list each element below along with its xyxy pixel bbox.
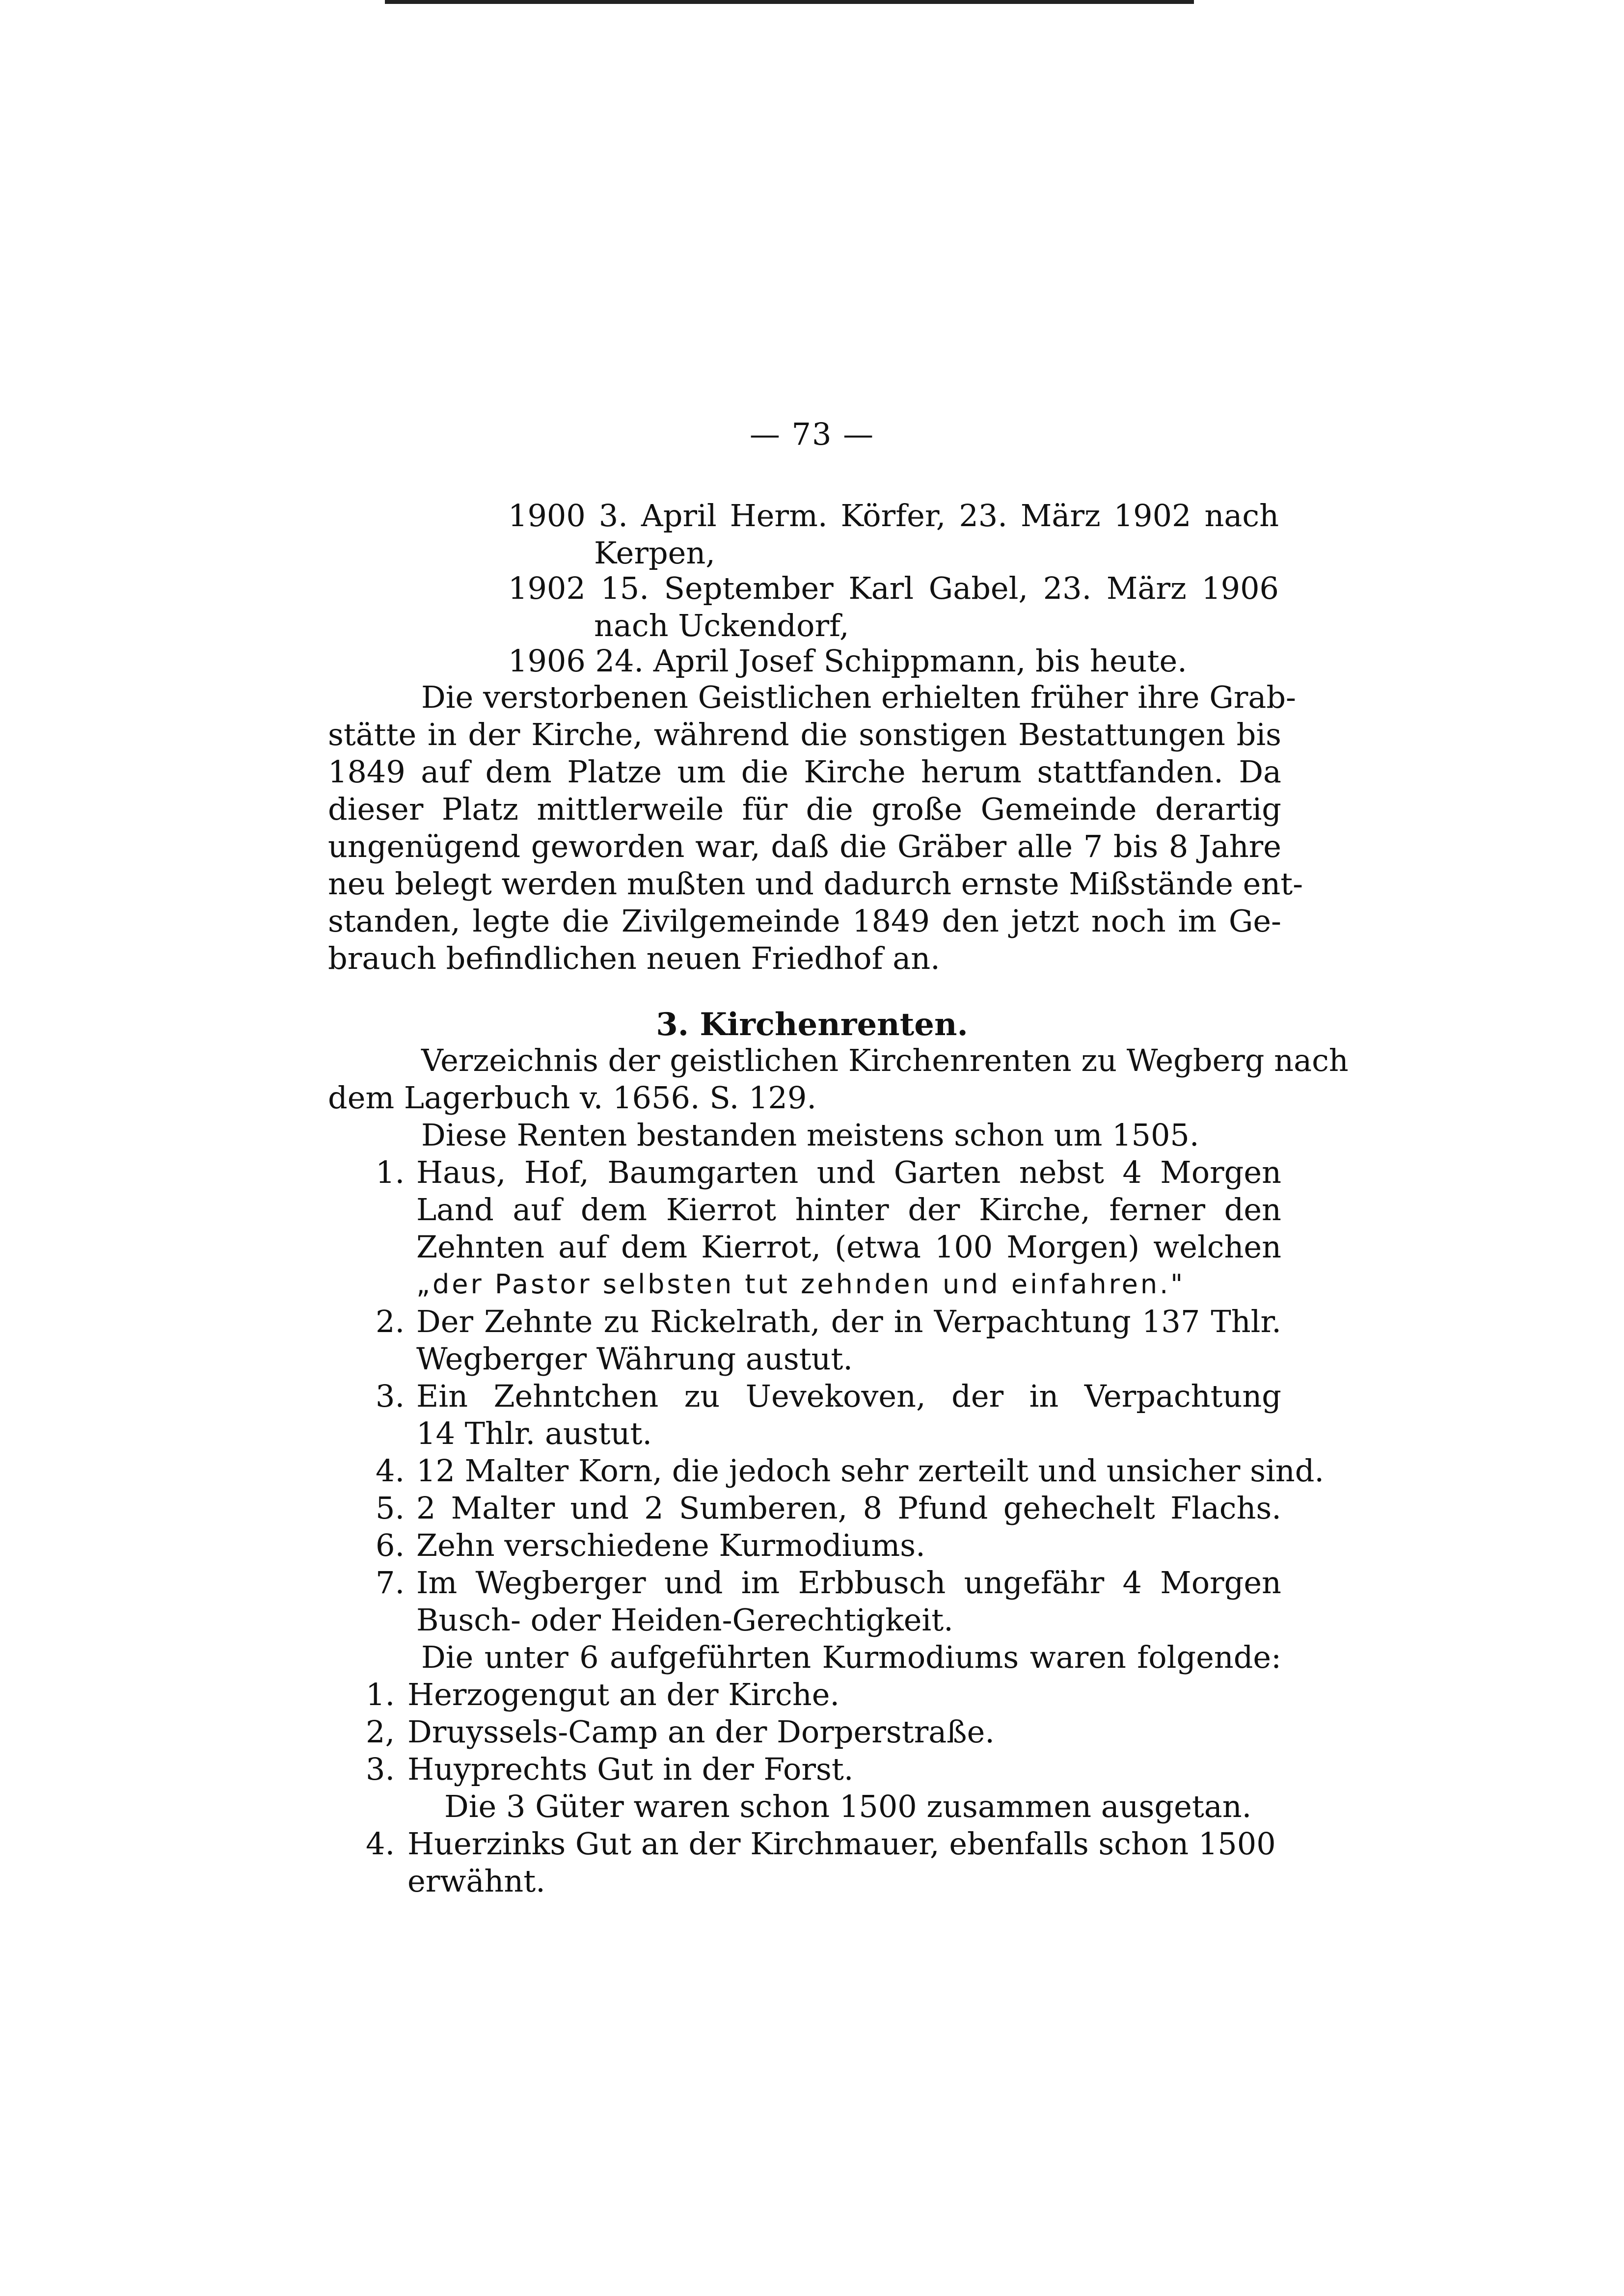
paragraph-line: neu belegt werden mußten und dadurch ernste Mißstände ent-	[328, 866, 1303, 902]
kurmodium-line: Huyprechts Gut in der Forst.	[407, 1751, 854, 1787]
item-line: Haus, Hof, Baumgarten und Garten nebst 4 Morgen	[416, 1154, 1281, 1190]
clergy-line: Kerpen,	[594, 535, 716, 571]
clergy-line: 1900 3. April Herm. Körfer, 23. März 1902 nach	[508, 498, 1279, 534]
paragraph-line: brauch befindlichen neuen Friedhof an.	[328, 940, 940, 976]
paragraph-line: ungenügend geworden war, daß die Gräber alle 7 bis 8 Jahre	[328, 828, 1281, 864]
item-number: 7.	[376, 1565, 405, 1601]
item-line: Wegberger Währung austut.	[416, 1341, 853, 1377]
item-line: Busch- oder Heiden-Gerechtigkeit.	[416, 1602, 953, 1638]
item-number: 4.	[376, 1453, 405, 1489]
paragraph-line: 1849 auf dem Platze um die Kirche herum stattfanden. Da	[328, 754, 1281, 790]
kurmodium-number: 4.	[366, 1826, 395, 1862]
item-line: Zehnten auf dem Kierrot, (etwa 100 Morgen) welchen	[416, 1229, 1281, 1265]
kurmodium-number: 2,	[366, 1714, 395, 1750]
item-number: 1.	[376, 1154, 405, 1190]
item-line: 12 Malter Korn, die jedoch sehr zerteilt und unsicher sind.	[416, 1453, 1325, 1489]
item-number: 2.	[376, 1304, 405, 1339]
clergy-line: 1902 15. September Karl Gabel, 23. März 1906	[508, 570, 1279, 606]
item-line: Zehn verschiedene Kurmodiums.	[416, 1527, 925, 1563]
kurmodiums-intro: Die unter 6 aufgeführten Kurmodiums waren folgende:	[421, 1639, 1281, 1675]
kurmodium-number: 1.	[366, 1677, 395, 1712]
section-heading: 3. Kirchenrenten.	[656, 1006, 968, 1043]
paragraph-line: Die verstorbenen Geistlichen erhielten früher ihre Grab-	[421, 679, 1296, 715]
intro-line: Verzeichnis der geistlichen Kirchenrenten zu Wegberg nach	[421, 1042, 1349, 1078]
clergy-line: nach Uckendorf,	[594, 608, 849, 643]
paragraph-line: standen, legte die Zivilgemeinde 1849 den jetzt noch im Ge-	[328, 903, 1281, 939]
item-line: Der Zehnte zu Rickelrath, der in Verpachtung 137 Thlr.	[416, 1304, 1281, 1339]
kurmodium-line: Druyssels-Camp an der Dorperstraße.	[407, 1714, 995, 1750]
item-line: 2 Malter und 2 Sumberen, 8 Pfund gehechelt Flachs.	[416, 1490, 1281, 1526]
paragraph-line: stätte in der Kirche, während die sonstigen Bestattungen bis	[328, 717, 1281, 752]
kurmodium-line: Herzogengut an der Kirche.	[407, 1677, 840, 1712]
item-line: Ein Zehntchen zu Uevekoven, der in Verpachtung	[416, 1378, 1281, 1414]
intro-line: Diese Renten bestanden meistens schon um 1505.	[421, 1117, 1199, 1153]
page-number: — 73 —	[749, 416, 875, 452]
item-number: 5.	[376, 1490, 405, 1526]
item-number: 3.	[376, 1378, 405, 1414]
kurmodium-line: Die 3 Güter waren schon 1500 zusammen ausgetan.	[444, 1789, 1252, 1824]
kurmodium-line: Huerzinks Gut an der Kirchmauer, ebenfalls schon 1500	[407, 1826, 1276, 1862]
kurmodium-number: 3.	[366, 1751, 395, 1787]
item-line: 14 Thlr. austut.	[416, 1415, 652, 1451]
clergy-line: 1906 24. April Josef Schippmann, bis heute.	[508, 643, 1187, 679]
intro-line: dem Lagerbuch v. 1656. S. 129.	[328, 1080, 817, 1116]
top-rule	[385, 0, 1194, 4]
kurmodium-line: erwähnt.	[407, 1863, 545, 1899]
paragraph-line: dieser Platz mittlerweile für die große Gemeinde derartig	[328, 791, 1281, 827]
item-quote: „der Pastor selbsten tut zehnden und einfahren."	[416, 1269, 1186, 1300]
item-line: Land auf dem Kierrot hinter der Kirche, ferner den	[416, 1192, 1281, 1228]
item-line: Im Wegberger und im Erbbusch ungefähr 4 Morgen	[416, 1565, 1281, 1601]
item-number: 6.	[376, 1527, 405, 1563]
